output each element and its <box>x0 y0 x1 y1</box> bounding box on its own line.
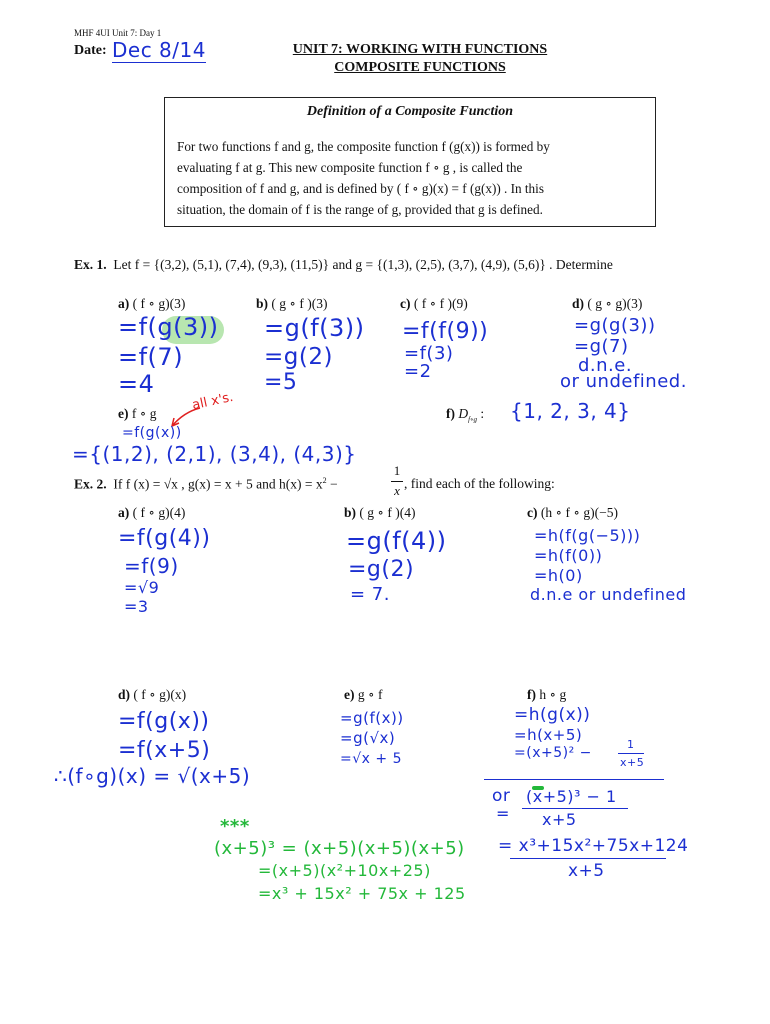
work-line: d.n.e. <box>578 355 633 376</box>
work-line: d.n.e or undefined <box>530 585 687 604</box>
part-expr: ( f ∘ f )(9) <box>413 296 468 311</box>
work-line: =h(x+5) <box>514 726 583 744</box>
ex1-part-b <box>256 296 328 312</box>
work-line: =3 <box>124 597 149 616</box>
annotation-note: all x's. <box>190 389 235 414</box>
work-line: =f(3) <box>404 343 454 364</box>
part-label: f) <box>446 406 455 421</box>
ex1-part-e <box>118 406 157 422</box>
work-line: =f(7) <box>118 343 184 371</box>
part-label: f) <box>527 687 536 702</box>
part-expr: ( g ∘ g)(3) <box>587 296 643 311</box>
definition-title: Definition of a Composite Function <box>306 104 514 119</box>
definition-line: evaluating f at g. This new composite function f ∘ g , is called the <box>177 160 523 175</box>
work-line: =f(f(9)) <box>402 319 489 344</box>
ex2-statement-b: , find each of the following: <box>404 476 555 491</box>
part-label: b) <box>256 296 269 311</box>
part-expr: h ∘ g <box>539 687 567 702</box>
ex1-line <box>74 257 613 273</box>
part-sub: f∘g <box>468 415 478 424</box>
work-line: (x+5)³ − 1 <box>526 787 617 806</box>
work-line: x+5 <box>542 810 577 829</box>
ex2-part-a <box>118 505 185 521</box>
work-line: =h(f(0)) <box>534 546 603 565</box>
work-line: =f(g(x)) <box>118 709 210 734</box>
work-line: =g(7) <box>574 336 629 357</box>
ex2-sq: 2 <box>322 476 327 485</box>
part-label: a) <box>118 505 130 520</box>
part-label: c) <box>527 505 538 520</box>
work-line: =f(x+5) <box>118 738 211 763</box>
work-line: 1 <box>627 738 635 751</box>
part-expr: ( f ∘ g)(x) <box>133 687 187 702</box>
ex1-part-a <box>118 296 185 312</box>
ex1-statement: Let f = {(3,2), (5,1), (7,4), (9,3), (11,5)} and g = {(1,3), (2,5), (3,7), (4,9), (5,6)} . Determine <box>113 257 613 272</box>
work-line: =f(g(4)) <box>118 526 211 551</box>
definition-line: composition of f and g, and is defined by ( f ∘ g)(x) = f (g(x)) . In this <box>177 181 544 196</box>
part-expr: ( f ∘ g)(4) <box>132 505 186 520</box>
work-line: =f(9) <box>124 554 179 578</box>
page-title: UNIT 7: WORKING WITH FUNCTIONS <box>292 42 548 57</box>
ex2-part-d <box>118 687 186 703</box>
work-line: or <box>492 786 511 806</box>
ex2-minus: − <box>329 476 338 492</box>
ex1-label: Ex. 1. <box>74 257 107 272</box>
ex2-part-b <box>344 505 416 521</box>
date-label: Date: <box>74 43 107 58</box>
fraction-line <box>522 808 628 809</box>
definition-line: situation, the domain of f is the range of g, provided that g is defined. <box>177 202 543 217</box>
aside-stars: *** <box>220 816 250 837</box>
part-colon: : <box>480 406 485 421</box>
work-line: {1, 2, 3, 4} <box>510 399 631 423</box>
date-handwritten: Dec 8/14 <box>112 38 206 62</box>
fraction-line <box>618 753 644 754</box>
work-line: =g(2) <box>348 557 415 582</box>
ex1-part-c <box>400 296 468 312</box>
frac-num: 1 <box>393 463 401 478</box>
ex2-line <box>74 476 338 493</box>
part-expr: ( g ∘ f )(4) <box>359 505 416 520</box>
work-line: =√9 <box>124 578 160 597</box>
work-line: =h(f(g(−5))) <box>534 526 641 545</box>
part-expr: (h ∘ f ∘ g)(−5) <box>540 505 618 520</box>
work-line: x+5 <box>568 861 605 881</box>
ex2-part-e <box>344 687 383 703</box>
frac-bar <box>391 481 403 482</box>
ex2-part-c <box>527 505 618 521</box>
separator-line <box>484 779 664 780</box>
work-line: = <box>496 804 510 823</box>
work-line: =g(√x) <box>340 729 396 747</box>
work-line: =√x + 5 <box>340 751 402 767</box>
work-line: =2 <box>404 361 432 382</box>
work-line: =h(g(x)) <box>514 705 591 725</box>
part-label: c) <box>400 296 411 311</box>
part-label: d) <box>572 296 585 311</box>
work-line: =(x+5)² − <box>514 745 592 761</box>
part-label: e) <box>118 406 129 421</box>
work-line: =f(g(x)) <box>122 425 182 441</box>
part-label: d) <box>118 687 131 702</box>
ex1-part-d <box>572 296 642 312</box>
page-subtitle: COMPOSITE FUNCTIONS <box>334 60 506 75</box>
ex2-part-f <box>527 687 566 703</box>
ex1-part-f <box>446 406 484 424</box>
work-line: =g(f(4)) <box>346 527 447 555</box>
frac-den: x <box>394 483 400 498</box>
part-expr: ( f ∘ g)(3) <box>132 296 186 311</box>
aside-line: =(x+5)(x²+10x+25) <box>258 861 431 880</box>
ex2-label: Ex. 2. <box>74 476 107 492</box>
work-line: =f(g(3)) <box>118 313 219 341</box>
work-line: =5 <box>264 370 298 395</box>
work-line: =4 <box>118 370 155 398</box>
part-label: a) <box>118 296 130 311</box>
work-line: ∴(f∘g)(x) = √(x+5) <box>54 764 251 788</box>
aside-line: =x³ + 15x² + 75x + 125 <box>258 884 466 903</box>
course-line: MHF 4UI Unit 7: Day 1 <box>74 28 162 38</box>
part-expr: D <box>458 406 469 421</box>
definition-line: For two functions f and g, the composite function f (g(x)) is formed by <box>177 139 550 154</box>
work-line: =h(0) <box>534 566 583 585</box>
work-line: =g(2) <box>264 344 333 370</box>
definition-box <box>164 97 656 227</box>
aside-line: (x+5)³ = (x+5)(x+5)(x+5) <box>214 838 465 859</box>
part-label: e) <box>344 687 355 702</box>
ex2-statement-a: If f (x) = √x , g(x) = x + 5 and h(x) = x <box>113 476 323 492</box>
fraction-line <box>510 858 666 859</box>
part-expr: ( g ∘ f )(3) <box>271 296 328 311</box>
part-expr: g ∘ f <box>357 687 383 702</box>
work-line: = x³+15x²+75x+124 <box>498 836 689 856</box>
definition-body <box>177 136 643 220</box>
part-expr: f ∘ g <box>131 406 157 421</box>
work-line: = 7. <box>350 584 390 605</box>
work-line: =g(f(3)) <box>264 314 365 342</box>
work-line: =g(f(x)) <box>340 709 404 727</box>
work-line: =g(g(3)) <box>574 315 656 336</box>
work-line: x+5 <box>620 756 645 769</box>
work-line: ={(1,2), (2,1), (3,4), (4,3)} <box>72 442 357 466</box>
work-line: or undefined. <box>560 371 687 392</box>
part-label: b) <box>344 505 357 520</box>
